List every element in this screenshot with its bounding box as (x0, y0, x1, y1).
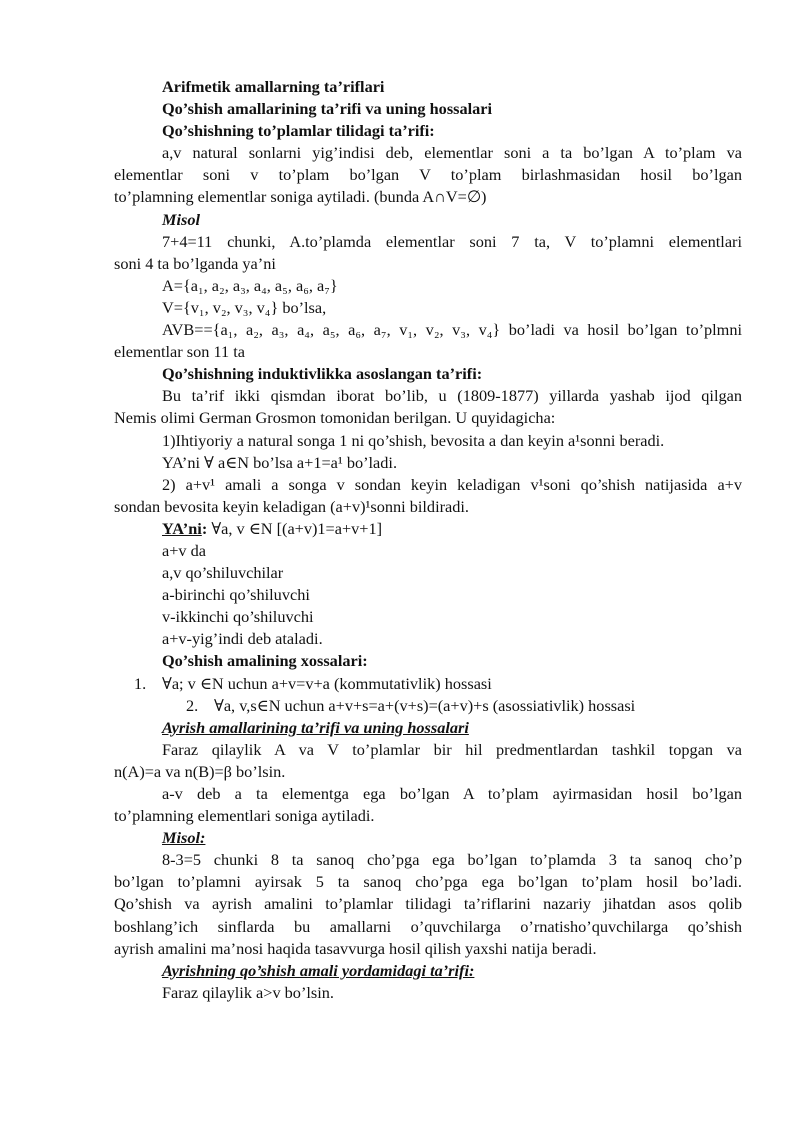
paragraph-line: YA’ni ∀ a∈N bo’lsa a+1=a¹ bo’ladi. (162, 452, 398, 472)
list-item: a,v qo’shiluvchilar (162, 563, 284, 583)
paragraph-line: boshlang’ich sinflarda bu amallarni o’quvchilarga o’rnatisho’quvchilarga qo’shish (114, 916, 742, 936)
paragraph-line: bo’lgan to’plamni ayirsak 5 ta sanoq cho’pga ega bo’lgan to’plam hosil bo’ladi. (114, 872, 742, 892)
set-a-line: A={a₁, a₂, a₃, a₄, a₅, a₆, a₇} (162, 275, 338, 295)
paragraph-line: a,v natural sonlarni yig’indisi deb, elementlar soni a ta bo’lgan A to’plam va (162, 143, 742, 163)
heading-set-language-definition: Qo’shishning to’plamlar tilidagi ta’rifi: (162, 121, 435, 141)
property-number: 1. (134, 673, 147, 693)
list-item: a+v-yig’indi deb ataladi. (162, 629, 323, 649)
heading-inductive-definition: Qo’shishning induktivlikka asoslangan ta’rifi: (162, 364, 483, 384)
paragraph-line: Qo’shish va ayrish amalini to’plamlar tilidagi ta’riflarini nazariy jihatdan asos qolib (114, 894, 742, 914)
list-item: a+v da (162, 540, 206, 560)
yani-label: YA’ni (162, 518, 202, 538)
property-number: 2. (186, 695, 199, 715)
paragraph-line: Faraz qilaylik a>v bo’lsin. (162, 982, 334, 1002)
heading-arithmetic-definitions: Arifmetik amallarning ta’riflari (162, 77, 385, 96)
formula-line: YA’ni: ∀a, v ∈N [(a+v)1=a+v+1] (162, 518, 383, 538)
property-item (114, 673, 742, 695)
list-item: v-ikkinchi qo’shiluvchi (162, 607, 314, 627)
set-v-line: V={v₁, v₂, v₃, v₄} bo’lsa, (162, 297, 327, 317)
example-label: Misol: (162, 828, 206, 848)
example-label: Misol (162, 209, 201, 229)
paragraph-line: 7+4=11 chunki, A.to’plamda elementlar soni 7 ta, V to’plamni elementlari (162, 231, 742, 251)
paragraph-line: a-v deb a ta elementga ega bo’lgan A to’plam ayirmasidan hosil bo’lgan (162, 784, 742, 803)
paragraph-line: elementlar son 11 ta (114, 342, 245, 362)
property-text: ∀a, v,s∈N uchun a+v+s=a+(v+s)=(a+v)+s (asossiativlik) hossasi (214, 695, 636, 715)
paragraph-line: soni 4 ta bo’lganda ya’ni (114, 253, 276, 273)
heading-subtraction-via-addition: Ayrishning qo’shish amali yordamidagi ta’rifi: (162, 960, 475, 980)
paragraph-line: n(A)=a va n(B)=β bo’lsin. (114, 761, 286, 781)
paragraph-line: Bu ta’rif ikki qismdan iborat bo’lib, u (1809-1877) yillarda yashab ijod qilgan (162, 386, 742, 406)
heading-addition-properties: Qo’shish amalining xossalari: (162, 651, 368, 671)
paragraph-line: to’plamning elementlari soniga aytiladi. (114, 806, 375, 826)
paragraph-line: to’plamning elementlar soniga aytiladi. (bunda A∩V=∅) (114, 187, 487, 207)
paragraph-line: 2) a+v¹ amali a songa v sondan keyin keladigan v¹soni qo’shish natijasida a+v (162, 474, 742, 494)
paragraph-line: ayrish amalini ma’nosi haqida tasavvurga hosil qilish yaxshi natija beradi. (114, 938, 597, 958)
paragraph-line: sondan bevosita keyin keladigan (a+v)¹sonni bildiradi. (114, 496, 469, 516)
property-item (114, 695, 742, 717)
paragraph-line: elementlar soni v to’plam bo’lgan V to’plam birlashmasidan hosil bo’lgan (114, 165, 742, 185)
list-item: a-birinchi qo’shiluvchi (162, 585, 310, 605)
paragraph-line: Faraz qilaylik A va V to’plamlar bir hil predmentlardan tashkil topgan va (162, 739, 742, 759)
paragraph-line: 1)Ihtiyoriy a natural songa 1 ni qo’shish, bevosita a dan keyin a¹sonni beradi. (162, 430, 665, 450)
formula-text: ∀a, v ∈N [(a+v)1=a+v+1] (211, 518, 383, 538)
property-text: ∀a; v ∈N uchun a+v=v+a (kommutativlik) hossasi (162, 673, 492, 693)
paragraph-line: Nemis olimi German Grosmon tomonidan berilgan. U quyidagicha: (114, 408, 556, 428)
union-line: AVB=={a₁, a₂, a₃, a₄, a₅, a₆, a₇, v₁, v₂, v₃, v₄} bo’ladi va hosil bo’lgan to’plmni (162, 320, 742, 340)
document-page (114, 76, 742, 1004)
heading-subtraction-definition: Ayrish amallarining ta’rifi va uning hossalari (162, 717, 469, 737)
heading-addition-definition: Qo’shish amallarining ta’rifi va uning hossalari (162, 99, 493, 119)
paragraph-line: 8-3=5 chunki 8 ta sanoq cho’pga ega bo’lgan to’plamda 3 ta sanoq cho’p (162, 850, 742, 870)
